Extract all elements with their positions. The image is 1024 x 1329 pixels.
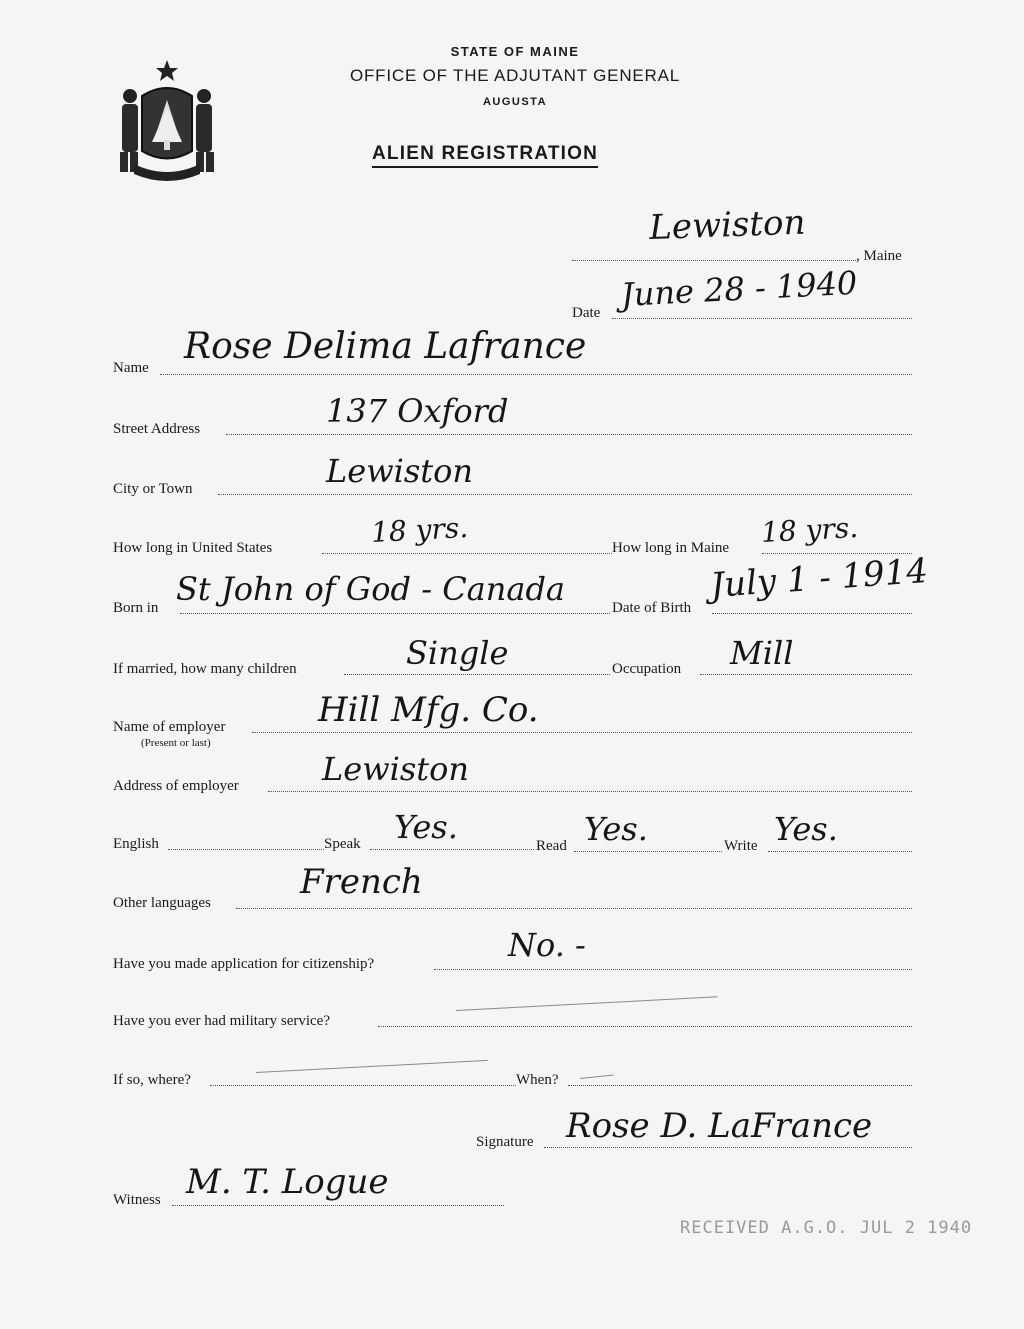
how-long-us-label: How long in United States [113, 540, 273, 556]
maine-label: , Maine [856, 248, 902, 264]
occupation-field[interactable] [700, 674, 912, 675]
employer-value: Hill Mfg. Co. [318, 690, 539, 730]
speak-field[interactable] [370, 849, 534, 850]
born-in-label: Born in [113, 600, 159, 616]
military-dash-stroke [456, 996, 718, 1011]
employer-sublabel: (Present or last) [141, 737, 211, 749]
street-address-field[interactable] [226, 434, 912, 435]
occupation-label: Occupation [612, 661, 682, 677]
employer-field[interactable] [252, 732, 912, 733]
read-field[interactable] [574, 851, 722, 852]
where-field[interactable] [210, 1085, 516, 1086]
employer-label: Name of employer [113, 719, 226, 735]
how-long-us-value: 18 yrs. [370, 510, 469, 549]
city-heading: AUGUSTA [482, 96, 548, 108]
children-field[interactable] [344, 674, 610, 675]
city-label: City or Town [113, 481, 193, 497]
witness-label: Witness [113, 1192, 161, 1208]
where-label: If so, where? [113, 1072, 191, 1088]
received-stamp: RECEIVED A.G.O. JUL 2 1940 [680, 1218, 973, 1238]
date-of-birth-value: July 1 - 1914 [709, 550, 930, 606]
speak-label: Speak [324, 836, 361, 852]
signature-field[interactable] [544, 1147, 912, 1148]
children-label: If married, how many children [113, 661, 297, 677]
other-languages-field[interactable] [236, 908, 912, 909]
signature-value: Rose D. LaFrance [566, 1106, 873, 1146]
where-dash-stroke [256, 1060, 488, 1073]
write-value: Yes. [774, 810, 838, 848]
town-field[interactable] [572, 260, 856, 261]
employer-address-value: Lewiston [322, 750, 469, 788]
when-label: When? [516, 1072, 559, 1088]
witness-field[interactable] [172, 1205, 504, 1206]
office-heading: OFFICE OF THE ADJUTANT GENERAL [349, 66, 681, 85]
speak-value: Yes. [394, 808, 458, 846]
born-in-field[interactable] [180, 613, 610, 614]
military-field[interactable] [378, 1026, 912, 1027]
town-value: Lewiston [648, 202, 807, 248]
street-address-label: Street Address [113, 421, 201, 437]
how-long-us-field[interactable] [322, 553, 612, 554]
when-field[interactable] [568, 1085, 912, 1086]
read-value: Yes. [584, 810, 648, 848]
city-value: Lewiston [326, 452, 473, 490]
date-field[interactable] [612, 318, 912, 319]
state-heading: STATE OF MAINE [450, 44, 580, 59]
how-long-maine-label: How long in Maine [612, 540, 730, 556]
form-title: ALIEN REGISTRATION [372, 143, 598, 168]
name-label: Name [113, 360, 149, 376]
how-long-maine-value: 18 yrs. [760, 510, 859, 549]
born-in-value: St John of God - Canada [176, 570, 565, 608]
military-label: Have you ever had military service? [113, 1013, 330, 1029]
citizenship-label: Have you made application for citizenship? [113, 956, 375, 972]
employer-address-field[interactable] [268, 791, 912, 792]
date-value: June 28 - 1940 [620, 263, 859, 314]
witness-value: M. T. Logue [186, 1162, 389, 1202]
name-value: Rose Delima Lafrance [184, 326, 587, 367]
other-languages-value: French [300, 862, 423, 902]
children-value: Single [406, 634, 509, 672]
citizenship-field[interactable] [434, 969, 912, 970]
occupation-value: Mill [730, 634, 794, 672]
when-dash-stroke [580, 1074, 614, 1079]
street-address-value: 137 Oxford [326, 392, 509, 430]
read-label: Read [536, 838, 567, 854]
write-label: Write [724, 838, 758, 854]
city-field[interactable] [218, 494, 912, 495]
write-field[interactable] [768, 851, 912, 852]
date-label: Date [572, 305, 601, 321]
date-of-birth-label: Date of Birth [612, 600, 692, 616]
signature-label: Signature [476, 1134, 534, 1150]
english-field[interactable] [168, 849, 324, 850]
date-of-birth-field[interactable] [712, 613, 912, 614]
maine-state-seal-icon [112, 56, 222, 186]
other-languages-label: Other languages [113, 895, 211, 911]
employer-address-label: Address of employer [113, 778, 239, 794]
english-label: English [113, 836, 159, 852]
name-field[interactable] [160, 374, 912, 375]
citizenship-value: No. - [508, 926, 586, 964]
